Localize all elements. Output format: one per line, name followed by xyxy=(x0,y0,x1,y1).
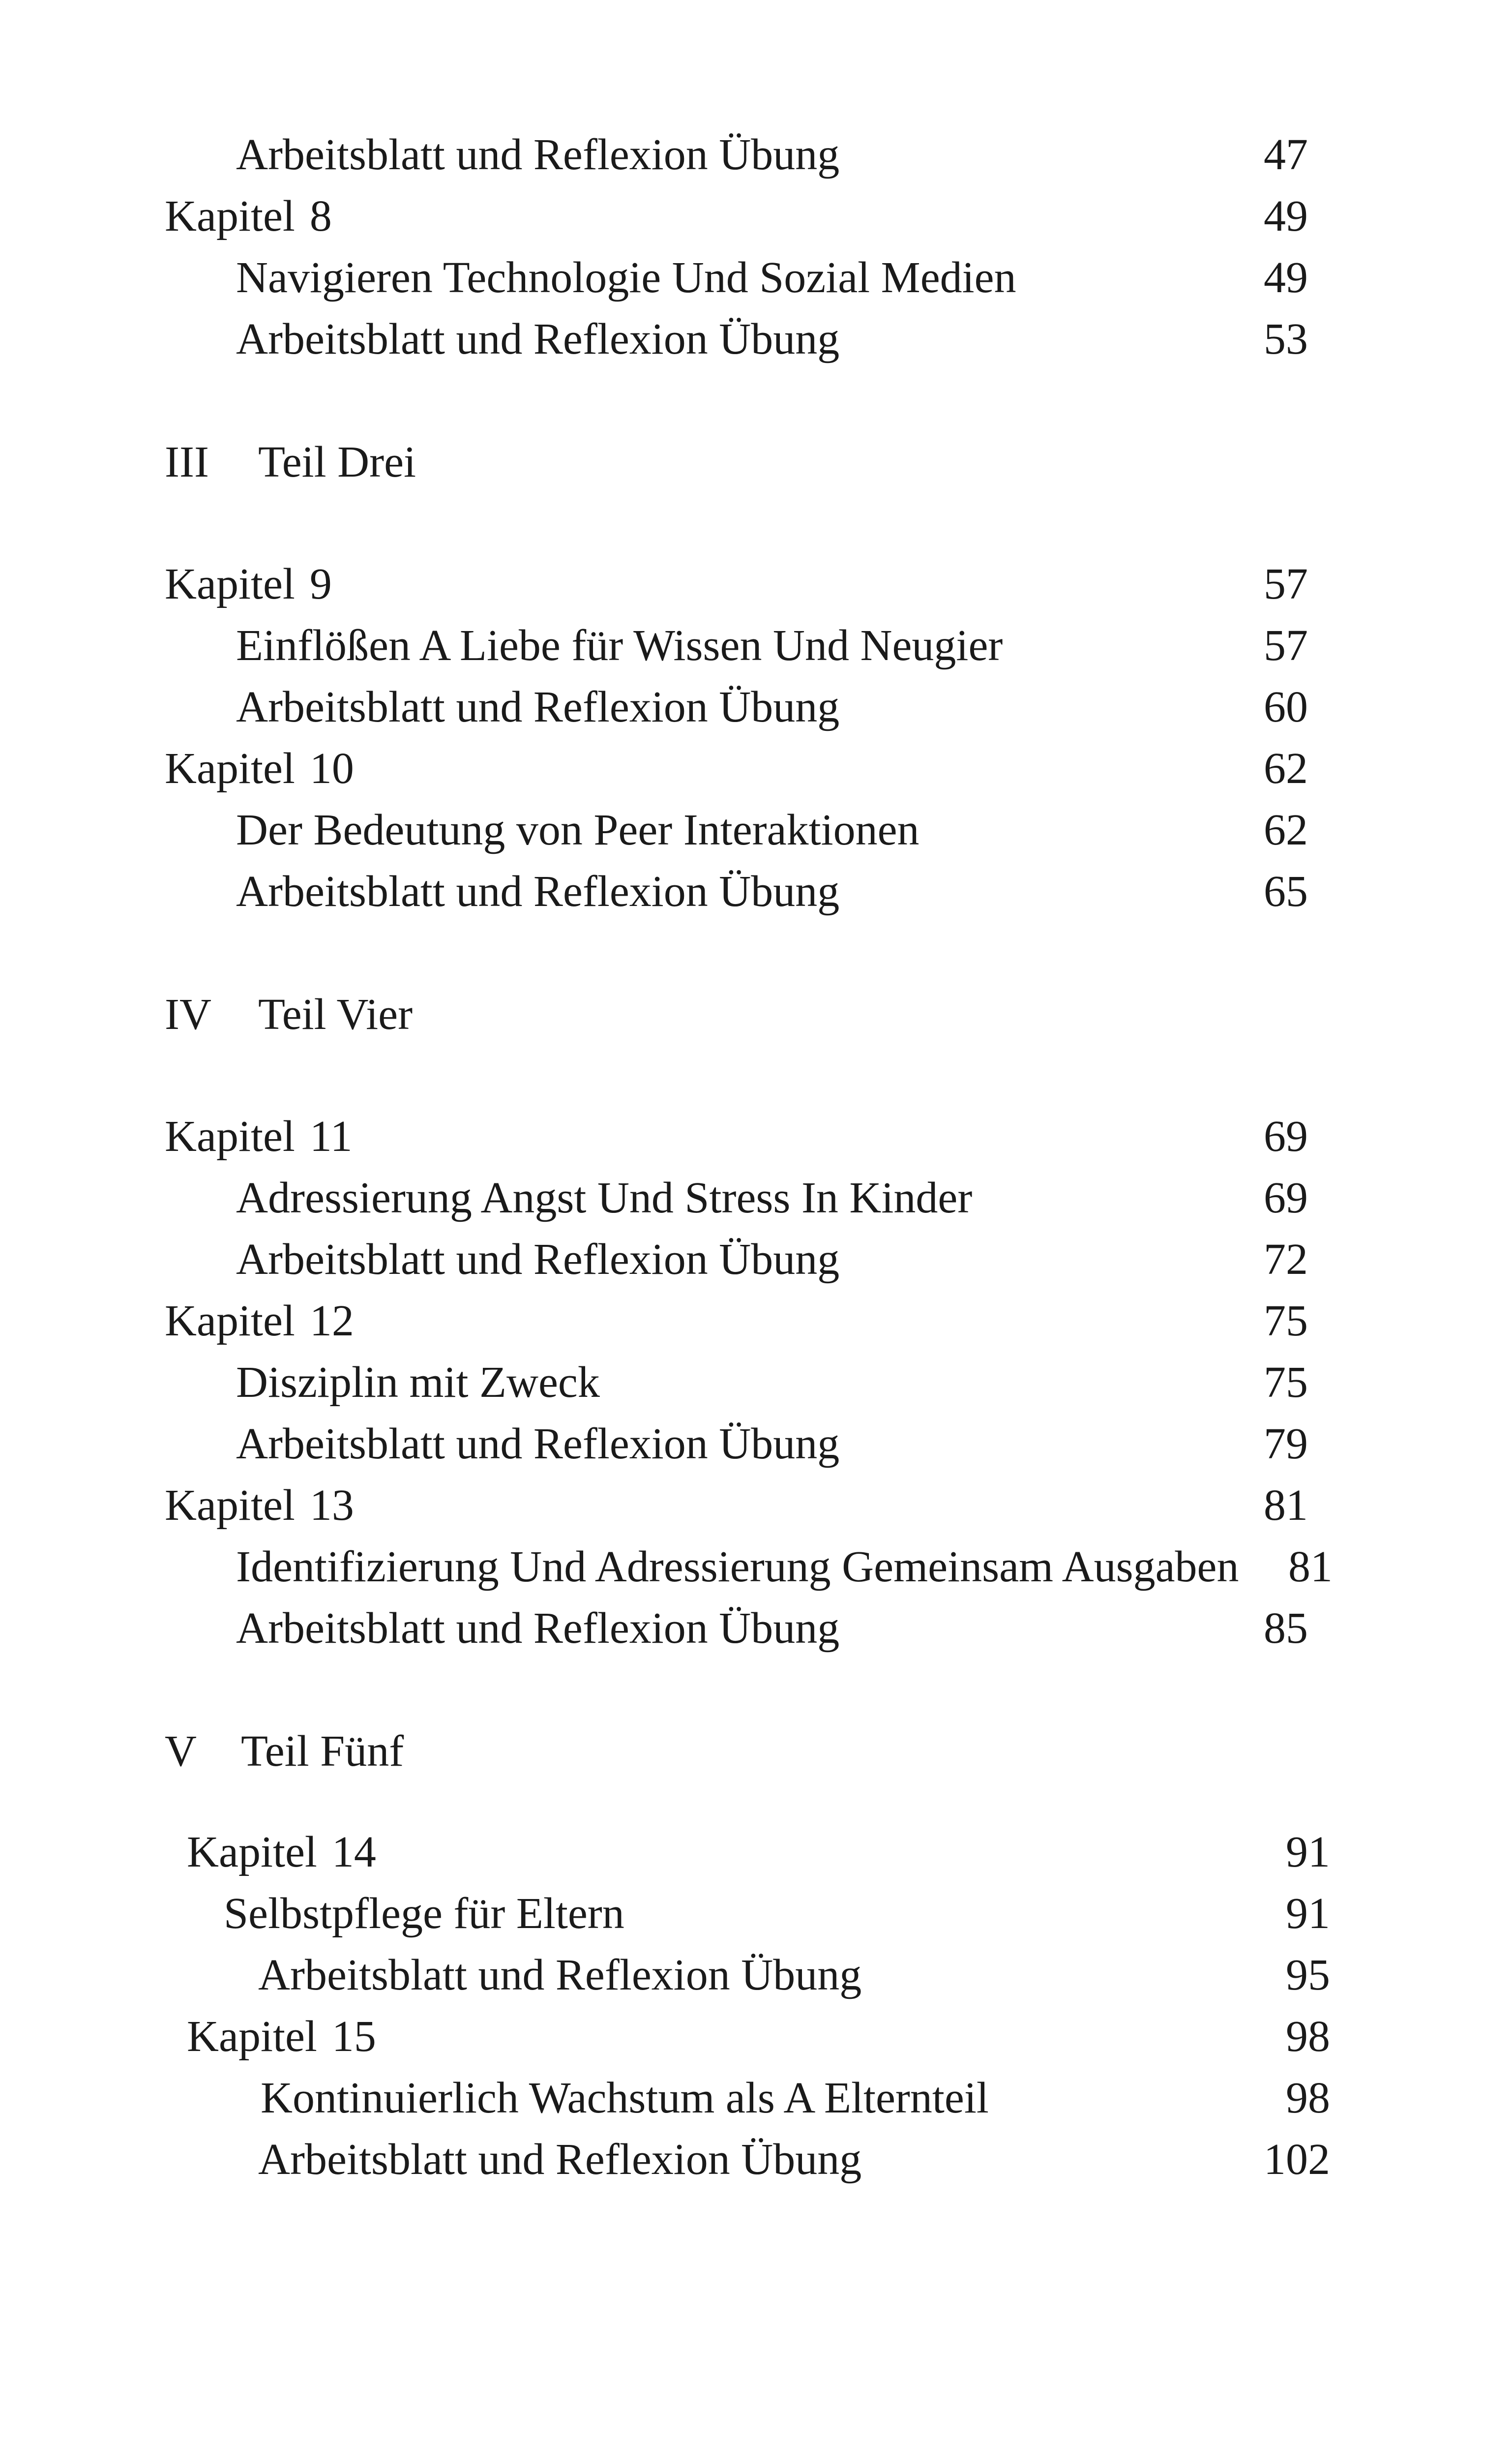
page-number: 75 xyxy=(1264,1358,1308,1407)
entry-title: Adressierung Angst Und Stress In Kinder xyxy=(236,1174,973,1222)
toc-entry-row xyxy=(0,678,1512,737)
toc-entry-row xyxy=(0,1230,1512,1289)
page-number: 85 xyxy=(1264,1604,1308,1653)
entry-title: Arbeitsblatt und Reflexion Übung xyxy=(236,867,840,916)
toc-chapter-row xyxy=(0,2007,1512,2066)
page-number: 81 xyxy=(1288,1542,1333,1591)
toc-entry-row xyxy=(0,125,1512,184)
part-roman-numeral: III xyxy=(165,438,209,486)
chapter-heading xyxy=(165,1292,354,1351)
toc-entry-row xyxy=(0,1169,1512,1228)
page-number: 95 xyxy=(1286,1951,1330,1999)
chapter-number: 12 xyxy=(309,1297,354,1345)
toc-entry-row xyxy=(0,1538,1512,1597)
toc-chapter-row xyxy=(0,1476,1512,1535)
page-number: 81 xyxy=(1264,1481,1308,1530)
toc-entry-row xyxy=(0,1415,1512,1474)
toc-chapter-row xyxy=(0,187,1512,246)
entry-title: Selbstpflege für Eltern xyxy=(224,1889,624,1938)
page-number: 62 xyxy=(1264,806,1308,854)
entry-title: Identifizierung Und Adressierung Gemeinsam Ausgaben xyxy=(236,1542,1239,1591)
part-title: Teil Fünf xyxy=(241,1727,404,1776)
chapter-number: 14 xyxy=(331,1828,376,1876)
entry-title: Arbeitsblatt und Reflexion Übung xyxy=(258,1951,862,1999)
chapter-number: 9 xyxy=(309,560,332,608)
chapter-label: Kapitel xyxy=(165,1297,295,1345)
chapter-heading xyxy=(187,2007,376,2066)
part-title: Teil Drei xyxy=(258,438,416,486)
page-number: 49 xyxy=(1264,253,1308,302)
chapter-heading xyxy=(165,555,332,614)
entry-title: Arbeitsblatt und Reflexion Übung xyxy=(236,1235,840,1284)
page-number: 79 xyxy=(1264,1419,1308,1468)
entry-title: Einflößen A Liebe für Wissen Und Neugier xyxy=(236,621,1003,670)
chapter-label: Kapitel xyxy=(187,2012,317,2061)
page-number: 62 xyxy=(1264,744,1308,793)
page-number: 57 xyxy=(1264,560,1308,608)
chapter-heading xyxy=(165,1476,354,1535)
toc-entry-row xyxy=(0,1353,1512,1412)
chapter-label: Kapitel xyxy=(165,1112,295,1161)
entry-title: Arbeitsblatt und Reflexion Übung xyxy=(236,683,840,731)
part-roman-numeral: IV xyxy=(165,990,211,1039)
entry-title: Arbeitsblatt und Reflexion Übung xyxy=(236,315,840,363)
chapter-heading xyxy=(187,1823,376,1882)
page-number: 57 xyxy=(1264,621,1308,670)
toc-entry-row xyxy=(0,2069,1512,2128)
part-roman-numeral: V xyxy=(165,1727,197,1776)
page-number: 98 xyxy=(1286,2012,1330,2061)
page-number: 75 xyxy=(1264,1297,1308,1345)
toc-chapter-row xyxy=(0,555,1512,614)
page-number: 91 xyxy=(1286,1828,1330,1876)
chapter-label: Kapitel xyxy=(187,1828,317,1876)
toc-entry-row xyxy=(0,248,1512,307)
chapter-number: 13 xyxy=(309,1481,354,1530)
chapter-label: Kapitel xyxy=(165,192,295,241)
page-number: 47 xyxy=(1264,130,1308,179)
entry-title: Der Bedeutung von Peer Interaktionen xyxy=(236,806,919,854)
toc-entry-row xyxy=(0,1599,1512,1658)
chapter-label: Kapitel xyxy=(165,1481,295,1530)
toc-chapter-row xyxy=(0,1292,1512,1351)
chapter-label: Kapitel xyxy=(165,560,295,608)
toc-entry-row xyxy=(0,2130,1512,2189)
chapter-heading xyxy=(165,1107,353,1166)
part-title: Teil Vier xyxy=(258,990,413,1039)
page-number: 49 xyxy=(1264,192,1308,241)
toc-chapter-row xyxy=(0,1823,1512,1882)
toc-entry-row xyxy=(0,1946,1512,2005)
toc-entry-row xyxy=(0,310,1512,369)
toc-chapter-row xyxy=(0,739,1512,798)
chapter-number: 8 xyxy=(309,192,332,241)
chapter-label: Kapitel xyxy=(165,744,295,793)
chapter-number: 11 xyxy=(309,1112,353,1161)
chapter-number: 15 xyxy=(331,2012,376,2061)
chapter-number: 10 xyxy=(309,744,354,793)
page-number: 72 xyxy=(1264,1235,1308,1284)
chapter-heading xyxy=(165,739,354,798)
entry-title: Arbeitsblatt und Reflexion Übung xyxy=(236,1604,840,1653)
page-number: 69 xyxy=(1264,1174,1308,1222)
page-number: 53 xyxy=(1264,315,1308,363)
entry-title: Arbeitsblatt und Reflexion Übung xyxy=(236,130,840,179)
toc-part-heading xyxy=(0,433,1512,492)
entry-title: Kontinuierlich Wachstum als A Elternteil xyxy=(261,2074,989,2122)
entry-title: Disziplin mit Zweck xyxy=(236,1358,600,1407)
entry-title: Navigieren Technologie Und Sozial Medien xyxy=(236,253,1016,302)
toc-entry-row xyxy=(0,616,1512,675)
toc-entry-row xyxy=(0,862,1512,921)
chapter-heading xyxy=(165,187,332,246)
page-number: 60 xyxy=(1264,683,1308,731)
page-number: 102 xyxy=(1264,2135,1330,2184)
page-number: 69 xyxy=(1264,1112,1308,1161)
page-number: 91 xyxy=(1286,1889,1330,1938)
entry-title: Arbeitsblatt und Reflexion Übung xyxy=(236,1419,840,1468)
entry-title: Arbeitsblatt und Reflexion Übung xyxy=(258,2135,862,2184)
toc-part-heading xyxy=(0,1722,1512,1781)
page-number: 98 xyxy=(1286,2074,1330,2122)
toc-entry-row xyxy=(0,1884,1512,1943)
toc-chapter-row xyxy=(0,1107,1512,1166)
toc-entry-row xyxy=(0,801,1512,860)
toc-part-heading xyxy=(0,985,1512,1044)
page-number: 65 xyxy=(1264,867,1308,916)
